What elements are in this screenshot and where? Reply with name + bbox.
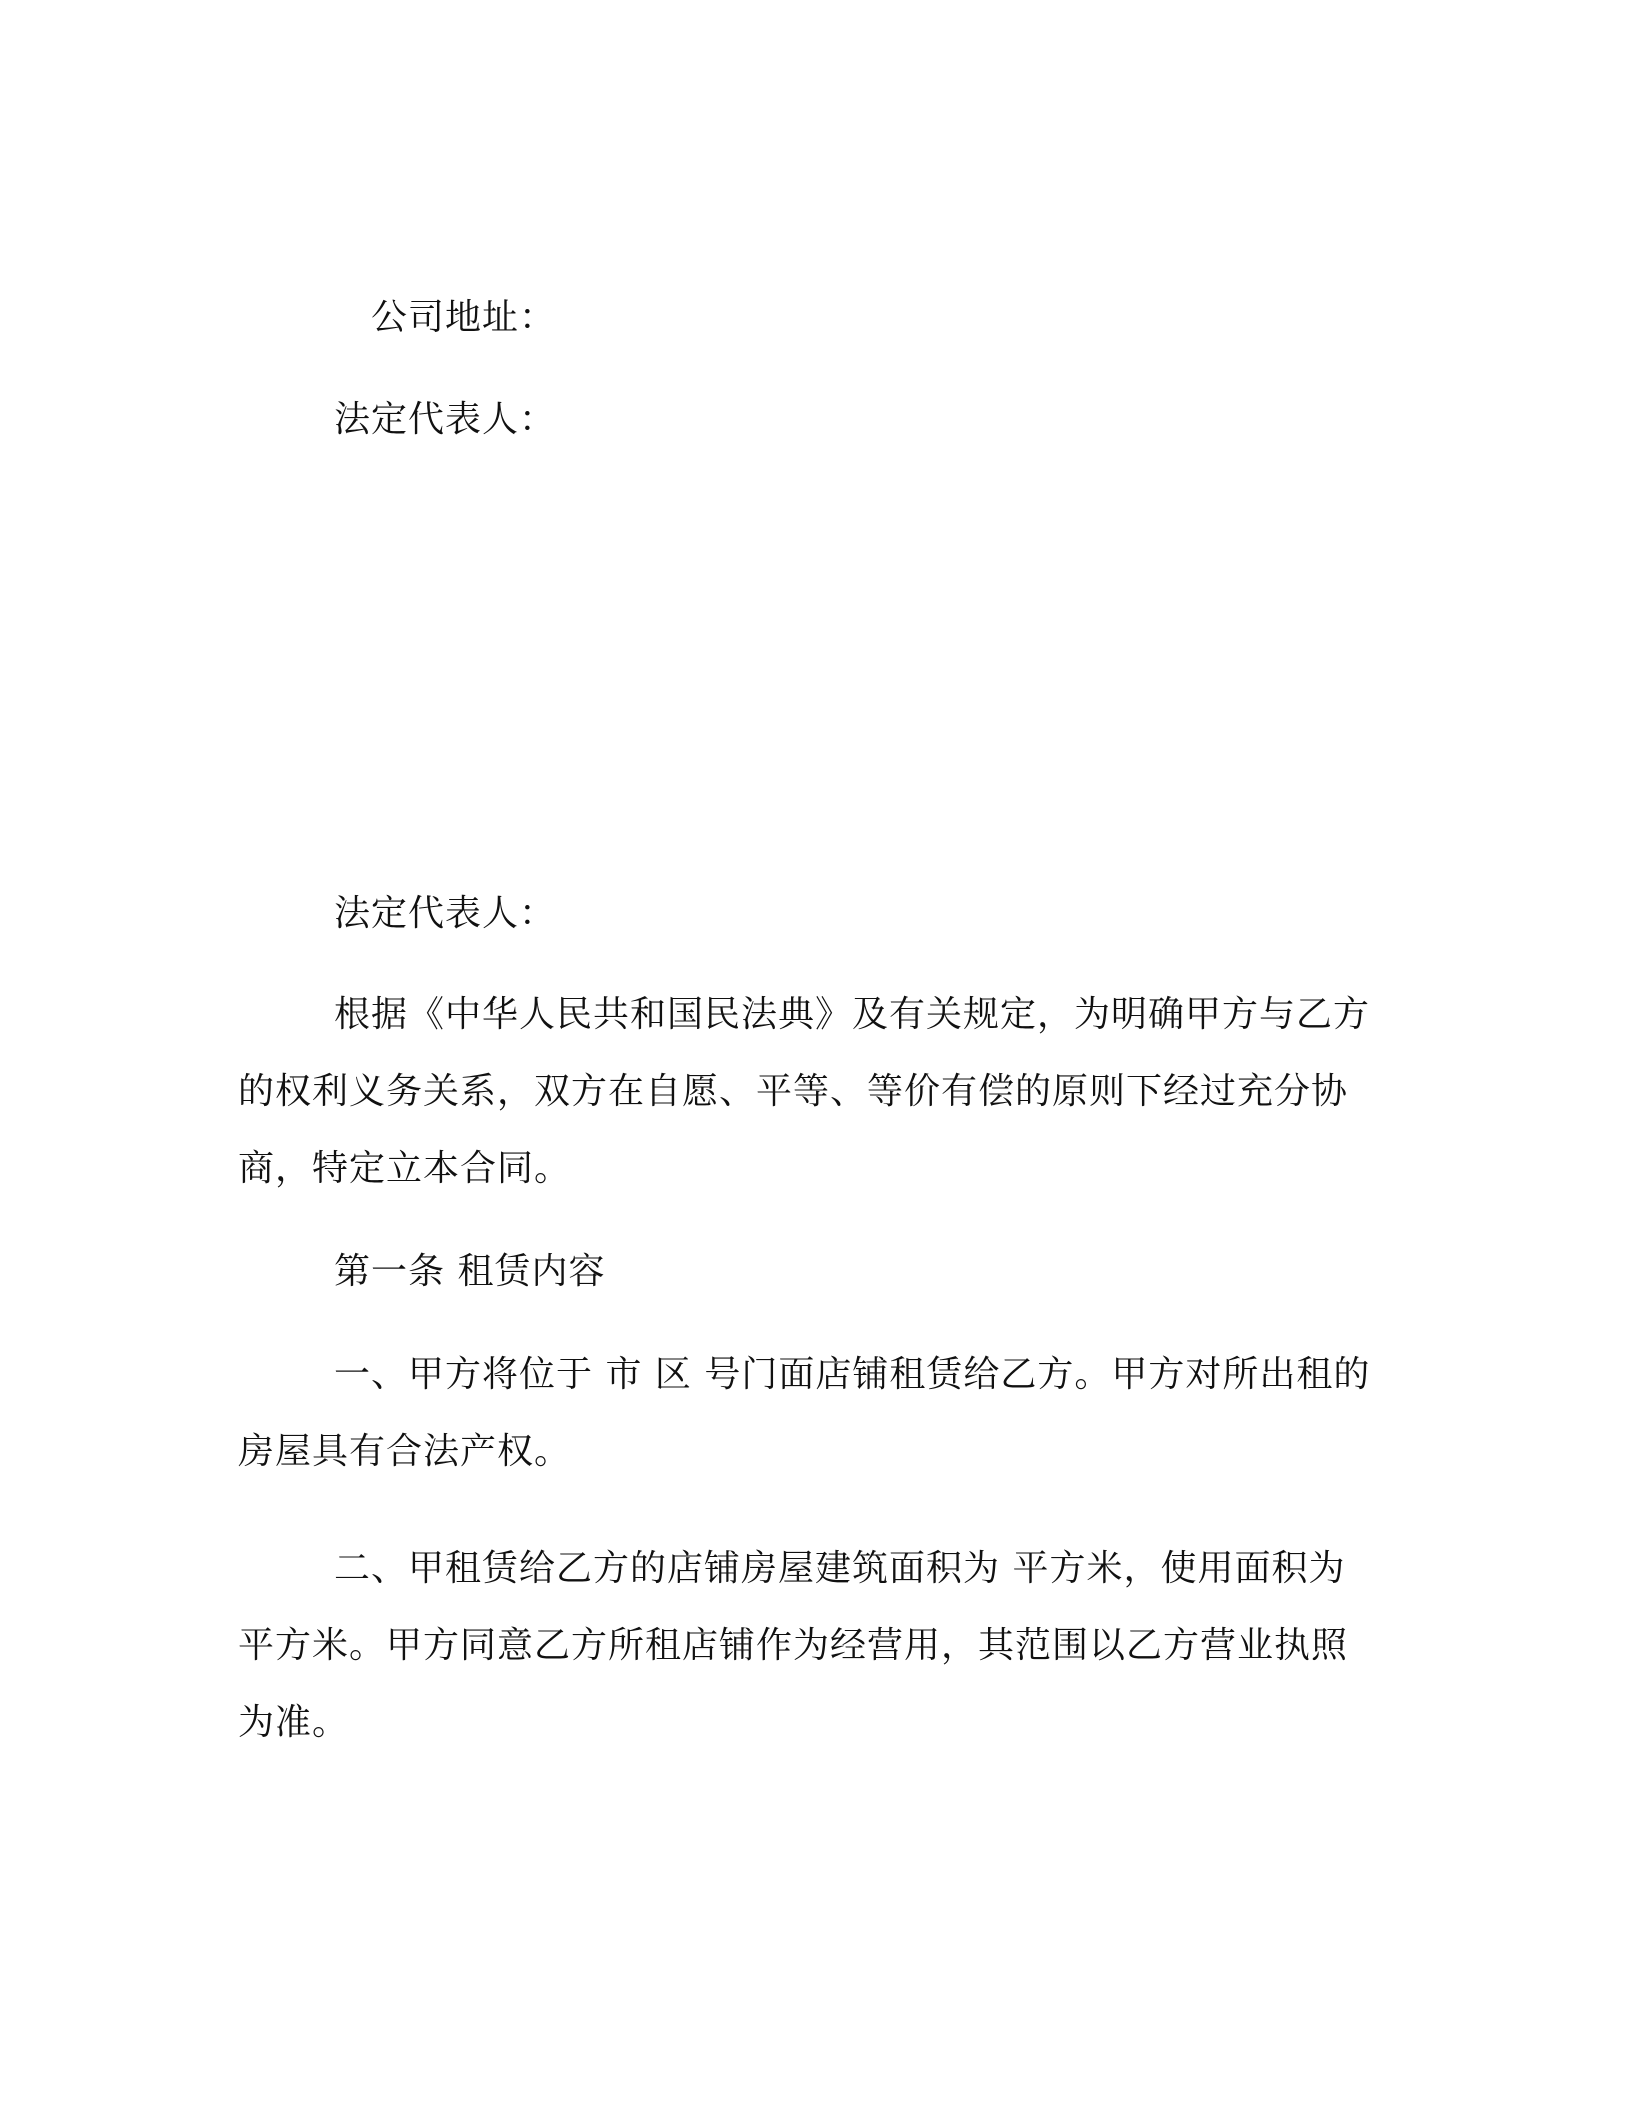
item-line: 为准。	[238, 1702, 350, 1743]
legal-representative-field: 法定代表人：	[334, 399, 557, 440]
article-1-item-1	[238, 1336, 1378, 1490]
intro-paragraph	[238, 976, 1378, 1207]
item-line: 房屋具有合法产权。	[238, 1431, 572, 1472]
article-1-item-2	[238, 1530, 1378, 1761]
legal-representative-field-second: 法定代表人：	[334, 893, 557, 934]
item-line: 平方米。甲方同意乙方所租店铺作为经营用，其范围以乙方营业执照	[238, 1625, 1349, 1666]
intro-line: 的权利义务关系，双方在自愿、平等、等价有偿的原则下经过充分协	[238, 1071, 1349, 1112]
article-1-heading: 第一条 租赁内容	[334, 1251, 606, 1292]
company-address-field: 公司地址：	[371, 297, 557, 338]
intro-line: 商，特定立本合同。	[238, 1148, 572, 1189]
intro-line: 根据《中华人民共和国民法典》及有关规定，为明确甲方与乙方	[334, 994, 1371, 1035]
item-line: 二、甲租赁给乙方的店铺房屋建筑面积为 平方米，使用面积为	[334, 1548, 1346, 1589]
item-line: 一、甲方将位于 市 区 号门面店铺租赁给乙方。甲方对所出租的	[334, 1354, 1371, 1395]
